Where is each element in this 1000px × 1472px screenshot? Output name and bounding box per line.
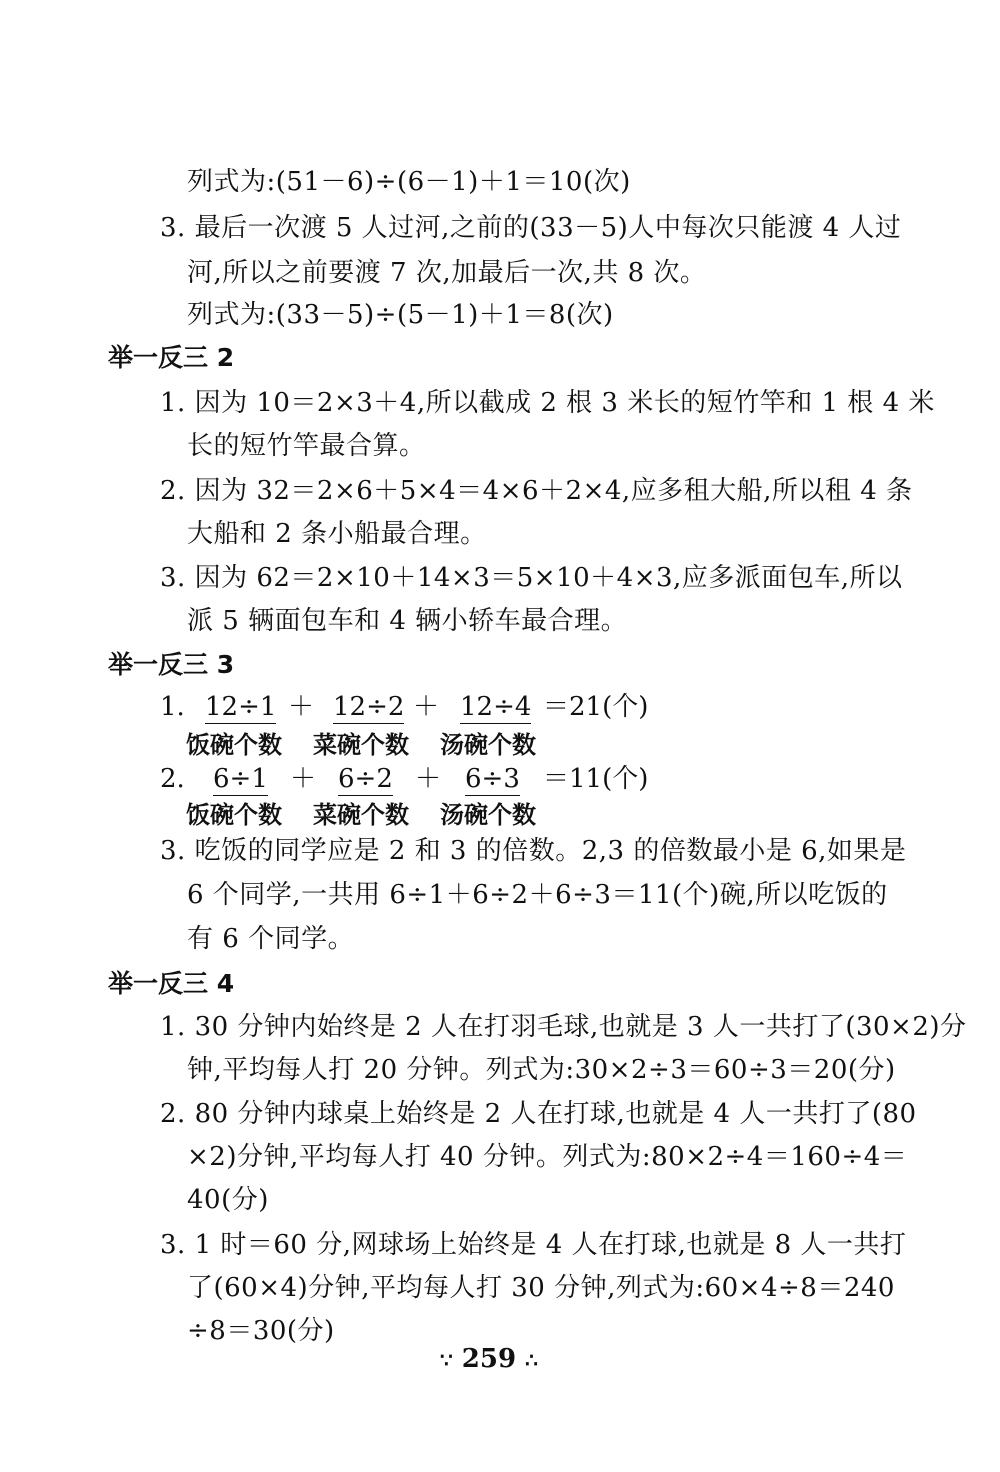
formula-term: 12÷4 xyxy=(460,692,532,722)
answer-item-3: 3. 最后一次渡 5 人过河,之前的(33－5)人中每次只能渡 4 人过 xyxy=(160,213,902,243)
answer-item-2-cont: ×2)分钟,平均每人打 40 分钟。列式为:80×2÷4＝160÷4＝ xyxy=(187,1142,908,1172)
answer-item-3-cont: 河,所以之前要渡 7 次,加最后一次,共 8 次。 xyxy=(187,258,707,288)
formula-result: ＝21(个) xyxy=(543,692,649,722)
answer-item-1: 1. 30 分钟内始终是 2 人在打羽毛球,也就是 3 人一共打了(30×2)分 xyxy=(160,1012,967,1042)
answer-item-2-cont: 40(分) xyxy=(187,1185,269,1215)
term-label: 饭碗个数 xyxy=(186,731,282,759)
plus-sign: ＋ xyxy=(290,764,317,794)
page-number xyxy=(440,1344,538,1374)
formula-term: 6÷2 xyxy=(338,764,393,794)
answer-item-3-cont: 派 5 辆面包车和 4 辆小轿车最合理。 xyxy=(187,606,628,636)
formula-line: 列式为:(33－5)÷(5－1)＋1＝8(次) xyxy=(187,300,614,330)
section-heading-4: 举一反三 4 xyxy=(108,969,235,998)
item-number: 1. xyxy=(160,692,185,722)
answer-item-2-cont: 大船和 2 条小船最合理。 xyxy=(187,519,487,549)
formula-term: 6÷1 xyxy=(213,764,268,794)
answer-item-1-cont: 长的短竹竿最合算。 xyxy=(187,431,426,461)
page-number-value: 259 xyxy=(461,1344,517,1374)
section-heading-2: 举一反三 2 xyxy=(108,343,235,372)
term-label: 汤碗个数 xyxy=(440,731,536,759)
decorative-dots-right: ∴ xyxy=(525,1348,538,1372)
formula-term: 12÷1 xyxy=(205,692,277,722)
answer-item-3: 3. 1 时＝60 分,网球场上始终是 4 人在打球,也就是 8 人一共打 xyxy=(160,1230,907,1260)
plus-sign: ＋ xyxy=(415,764,442,794)
answer-item-1: 1. 因为 10＝2×3＋4,所以截成 2 根 3 米长的短竹竿和 1 根 4 米 xyxy=(160,388,935,418)
formula-result: ＝11(个) xyxy=(543,764,649,794)
answer-item-3-cont: ÷8＝30(分) xyxy=(187,1316,335,1346)
term-label: 饭碗个数 xyxy=(186,801,282,829)
plus-sign: ＋ xyxy=(288,692,315,722)
term-label: 菜碗个数 xyxy=(313,801,409,829)
decorative-dots-left: ∵ xyxy=(440,1348,453,1372)
section-heading-3: 举一反三 3 xyxy=(108,650,235,679)
answer-item-3: 3. 吃饭的同学应是 2 和 3 的倍数。2,3 的倍数最小是 6,如果是 xyxy=(160,836,907,866)
answer-item-1-cont: 钟,平均每人打 20 分钟。列式为:30×2÷3＝60÷3＝20(分) xyxy=(187,1055,896,1085)
plus-sign: ＋ xyxy=(413,692,440,722)
term-label: 菜碗个数 xyxy=(313,731,409,759)
formula-line: 列式为:(51－6)÷(6－1)＋1＝10(次) xyxy=(187,167,631,197)
term-label: 汤碗个数 xyxy=(440,801,536,829)
item-number: 2. xyxy=(160,764,185,794)
answer-item-3: 3. 因为 62＝2×10＋14×3＝5×10＋4×3,应多派面包车,所以 xyxy=(160,563,903,593)
formula-term: 6÷3 xyxy=(465,764,520,794)
answer-item-3-cont: 了(60×4)分钟,平均每人打 30 分钟,列式为:60×4÷8＝240 xyxy=(187,1273,895,1303)
answer-item-2: 2. 因为 32＝2×6＋5×4＝4×6＋2×4,应多租大船,所以租 4 条 xyxy=(160,476,913,506)
answer-item-3-cont: 有 6 个同学。 xyxy=(187,924,355,954)
answer-item-3-cont: 6 个同学,一共用 6÷1＋6÷2＋6÷3＝11(个)碗,所以吃饭的 xyxy=(187,880,888,910)
formula-term: 12÷2 xyxy=(333,692,405,722)
answer-item-2: 2. 80 分钟内球桌上始终是 2 人在打球,也就是 4 人一共打了(80 xyxy=(160,1099,917,1129)
